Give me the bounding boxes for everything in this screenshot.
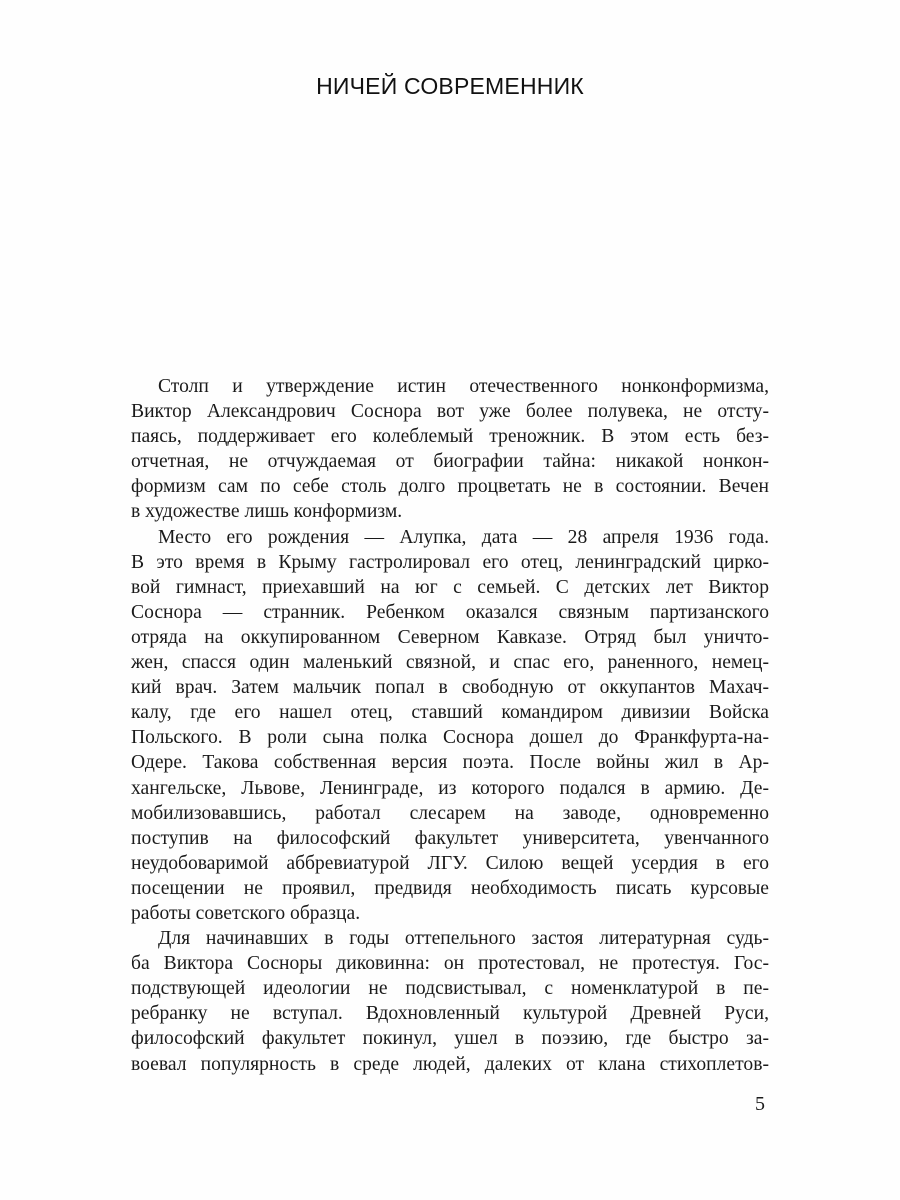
- text-line: паясь, поддерживает его колеблемый треножник. В этом есть без-: [131, 426, 769, 448]
- text-line: подствующей идеологии не подсвистывал, с номенклатурой в пе-: [131, 978, 769, 1000]
- text-line: Виктор Александрович Соснора вот уже более полувека, не отсту-: [131, 401, 769, 423]
- text-line: формизм сам по себе столь долго процветать не в состоянии. Вечен: [131, 476, 769, 498]
- text-line: вой гимнаст, приехавший на юг с семьей. С детских лет Виктор: [131, 576, 769, 598]
- text-line: кий врач. Затем мальчик попал в свободную от оккупантов Махач-: [131, 677, 769, 699]
- text-line: хангельске, Львове, Ленинграде, из которого подался в армию. Де-: [131, 777, 769, 799]
- text-line: калу, где его нашел отец, ставший командиром дивизии Войска: [131, 702, 769, 724]
- text-line: поступив на философский факультет университета, увенчанного: [131, 827, 769, 849]
- text-line: работы советского образца.: [131, 902, 361, 924]
- text-line: мобилизовавшись, работал слесарем на заводе, одновременно: [131, 802, 769, 824]
- text-line: Столп и утверждение истин отечественного нонконформизма,: [158, 376, 769, 397]
- text-line: ба Виктора Сосноры диковинна: он протестовал, не протестуя. Гос-: [131, 953, 769, 975]
- text-line: философский факультет покинул, ушел в поэзию, где быстро за-: [131, 1028, 769, 1050]
- text-line: отряда на оккупированном Северном Кавказе. Отряд был уничто-: [131, 626, 769, 648]
- chapter-title: НИЧЕЙ СОВРЕМЕННИК: [316, 73, 584, 99]
- text-line: ребранку не вступал. Вдохновленный культурой Древней Руси,: [131, 1003, 769, 1025]
- paragraph-2: [131, 525, 769, 927]
- text-line: жен, спасся один маленький связной, и спас его, раненного, немец-: [131, 652, 769, 674]
- text-line: Место его рождения — Алупка, дата — 28 апреля 1936 года.: [158, 526, 769, 548]
- text-line: В это время в Крыму гастролировал его отец, ленинградский цирко-: [131, 551, 769, 573]
- text-line: неудобоваримой аббревиатурой ЛГУ. Силою вещей усердия в его: [131, 852, 769, 874]
- paragraph-1: [131, 374, 769, 525]
- paragraph-3: [131, 926, 769, 1077]
- text-line: посещении не проявил, предвидя необходимость писать курсовые: [131, 877, 769, 899]
- page-number: 5: [755, 1093, 765, 1115]
- text-line: Польского. В роли сына полка Соснора дошел до Франкфурта-на-: [131, 727, 769, 749]
- text-line: воевал популярность в среде людей, далеких от клана стихоплетов-: [131, 1053, 769, 1075]
- text-line: отчетная, не отчуждаемая от биографии тайна: никакой нонкон-: [131, 451, 769, 473]
- body-text: [131, 374, 769, 1077]
- text-line: Соснора — странник. Ребенком оказался связным партизанского: [131, 601, 769, 623]
- text-line: Одере. Такова собственная версия поэта. После войны жил в Ар-: [131, 752, 769, 774]
- text-line: Для начинавших в годы оттепельного застоя литературная судь-: [158, 928, 769, 950]
- text-line: в художестве лишь конформизм.: [131, 501, 403, 523]
